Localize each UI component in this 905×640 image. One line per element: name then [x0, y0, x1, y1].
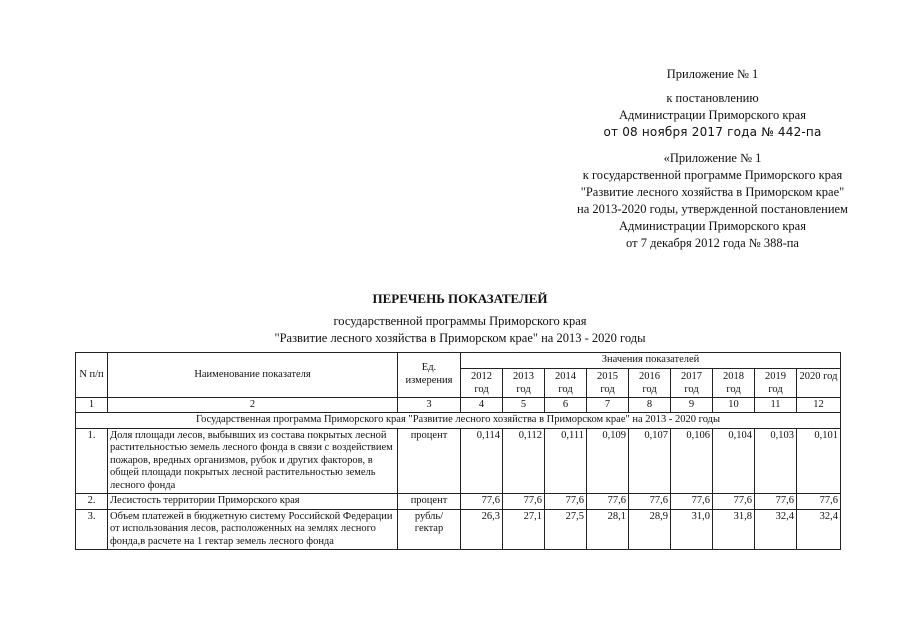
heading: [100, 290, 820, 347]
appendix-top-line: Администрации Приморского края: [619, 108, 806, 122]
row-value: 31,8: [713, 509, 755, 550]
row-value: 31,0: [671, 509, 713, 550]
row-unit: процент: [398, 494, 461, 510]
column-number: 9: [671, 397, 713, 413]
row-value: 26,3: [461, 509, 503, 550]
table-row: [76, 428, 841, 494]
section-title: Государственная программа Приморского края "Развитие лесного хозяйства в Приморском крае" на 2013 - 2020 годы: [76, 413, 841, 429]
row-name: Объем платежей в бюджетную систему Российской Федерации от использования лесов, расположенных на землях лесного фонда,в расчете на 1 гектар земель лесного фонда: [108, 509, 398, 550]
row-value: 0,109: [587, 428, 629, 494]
header-year: 2014 год: [545, 368, 587, 397]
row-value: 77,6: [545, 494, 587, 510]
row-value: 32,4: [797, 509, 841, 550]
row-value: 77,6: [629, 494, 671, 510]
row-value: 0,112: [503, 428, 545, 494]
row-value: 0,104: [713, 428, 755, 494]
row-value: 0,111: [545, 428, 587, 494]
header-year: 2015 год: [587, 368, 629, 397]
row-value: 77,6: [755, 494, 797, 510]
column-number: 4: [461, 397, 503, 413]
header-year: 2013 год: [503, 368, 545, 397]
header-num: N п/п: [76, 353, 108, 398]
row-value: 0,101: [797, 428, 841, 494]
appendix-program-line: Администрации Приморского края: [619, 219, 806, 233]
column-number: 1: [76, 397, 108, 413]
row-name: Доля площади лесов, выбывших из состава покрытых лесной растительностью земель лесного фонда в связи с воздействием пожаров, вредных организмов, рубок и других факторов, в общей площади покрытых лесной растительностью земель лесного фонда: [108, 428, 398, 494]
appendix-top: [520, 66, 905, 141]
header-year: 2018 год: [713, 368, 755, 397]
appendix-top-date-line: от 08 ноября 2017 года № 442-па: [603, 125, 822, 139]
row-value: 0,107: [629, 428, 671, 494]
appendix-top-line: Приложение № 1: [666, 67, 759, 81]
row-num: 2.: [76, 494, 108, 510]
row-value: 0,114: [461, 428, 503, 494]
row-unit: рубль/ гектар: [398, 509, 461, 550]
header-year: 2012 год: [461, 368, 503, 397]
row-value: 77,6: [503, 494, 545, 510]
page-title: ПЕРЕЧЕНЬ ПОКАЗАТЕЛЕЙ: [372, 291, 548, 306]
header-year: 2020 год: [797, 368, 841, 397]
row-value: 28,1: [587, 509, 629, 550]
row-unit: процент: [398, 428, 461, 494]
header-name: Наименование показателя: [108, 353, 398, 398]
row-value: 27,5: [545, 509, 587, 550]
table-section-row: [76, 413, 841, 429]
indicators-table: [75, 352, 841, 550]
column-number: 8: [629, 397, 671, 413]
row-value: 77,6: [713, 494, 755, 510]
header-year: 2016 год: [629, 368, 671, 397]
header-year: 2017 год: [671, 368, 713, 397]
header-values: Значения показателей: [461, 353, 841, 369]
row-name: Лесистость территории Приморского края: [108, 494, 398, 510]
row-value: 28,9: [629, 509, 671, 550]
column-number: 6: [545, 397, 587, 413]
table-column-numbers-row: [76, 397, 841, 413]
header-unit: Ед. измерения: [398, 353, 461, 398]
row-value: 0,106: [671, 428, 713, 494]
column-number: 2: [108, 397, 398, 413]
page-subtitle: государственной программы Приморского края: [333, 314, 587, 328]
column-number: 12: [797, 397, 841, 413]
row-num: 3.: [76, 509, 108, 550]
page-subtitle: "Развитие лесного хозяйства в Приморском крае" на 2013 - 2020 годы: [274, 331, 646, 345]
column-number: 7: [587, 397, 629, 413]
table-row: [76, 494, 841, 510]
appendix-program-line: от 7 декабря 2012 года № 388-па: [626, 236, 799, 250]
appendix-program-line: "Развитие лесного хозяйства в Приморском крае": [580, 185, 845, 199]
column-number: 5: [503, 397, 545, 413]
column-number: 11: [755, 397, 797, 413]
header-year: 2019 год: [755, 368, 797, 397]
row-value: 27,1: [503, 509, 545, 550]
row-value: 77,6: [587, 494, 629, 510]
column-number: 3: [398, 397, 461, 413]
row-value: 77,6: [797, 494, 841, 510]
appendix-program-line: к государственной программе Приморского края: [582, 168, 843, 182]
appendix-program-line: на 2013-2020 годы, утвержденной постановлением: [577, 202, 848, 216]
appendix-program: [520, 150, 905, 252]
row-value: 32,4: [755, 509, 797, 550]
table-row: [76, 509, 841, 550]
row-value: 77,6: [671, 494, 713, 510]
column-number: 10: [713, 397, 755, 413]
row-num: 1.: [76, 428, 108, 494]
row-value: 77,6: [461, 494, 503, 510]
appendix-program-line: «Приложение № 1: [663, 151, 762, 165]
table-header-row: [76, 353, 841, 369]
row-value: 0,103: [755, 428, 797, 494]
appendix-top-line: к постановлению: [666, 91, 759, 105]
